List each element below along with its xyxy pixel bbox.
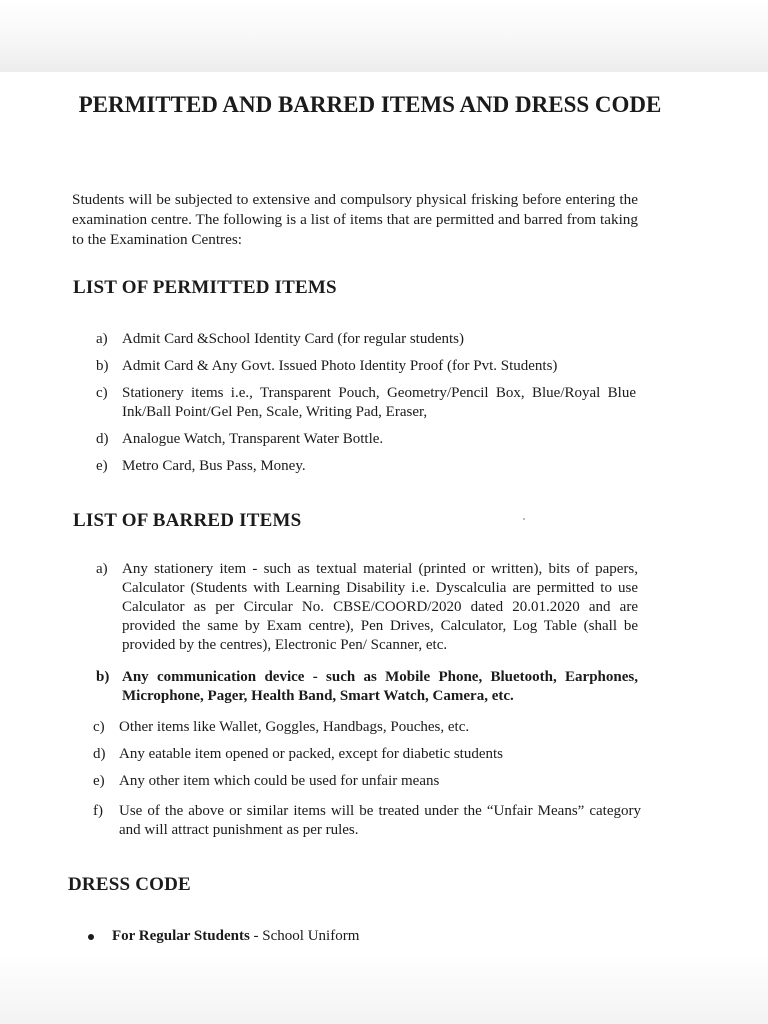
barred-item xyxy=(93,718,593,737)
intro-paragraph: Students will be subjected to extensive and compulsory physical frisking before entering the examination centre. The following is a list of items that are permitted and barred from taking to the Examination Centres: xyxy=(72,191,638,248)
list-marker: f) xyxy=(93,803,103,819)
barred-item xyxy=(93,772,593,791)
barred-item xyxy=(93,745,593,764)
scan-speck xyxy=(523,518,525,520)
barred-item xyxy=(96,560,638,655)
list-marker: c) xyxy=(93,719,105,735)
list-marker: b) xyxy=(96,669,110,685)
permitted-item xyxy=(96,430,596,449)
list-marker: a) xyxy=(96,331,108,347)
dress-code-label: For Regular Students xyxy=(112,928,250,944)
list-item-text: Any communication device - such as Mobile Phone, Bluetooth, Earphones, Microphone, Pager, Health Band, Smart Watch, Camera, etc. xyxy=(122,669,638,704)
list-item-text: Other items like Wallet, Goggles, Handbags, Pouches, etc. xyxy=(119,719,470,735)
document-page xyxy=(0,72,768,962)
barred-item xyxy=(93,802,641,840)
list-marker: b) xyxy=(96,358,109,374)
list-item-text: Analogue Watch, Transparent Water Bottle. xyxy=(122,431,384,447)
bullet-icon xyxy=(88,934,94,940)
scan-bottom-margin xyxy=(0,954,768,1024)
scan-top-margin xyxy=(0,0,768,72)
list-item-text: Admit Card & Any Govt. Issued Photo Identity Proof (for Pvt. Students) xyxy=(122,358,558,374)
dress-code-heading: DRESS CODE xyxy=(68,874,191,895)
permitted-heading: LIST OF PERMITTED ITEMS xyxy=(73,277,337,298)
barred-item xyxy=(96,668,638,706)
list-marker: e) xyxy=(93,773,105,789)
permitted-item xyxy=(96,457,596,476)
list-marker: d) xyxy=(96,431,109,447)
list-item-text: Any eatable item opened or packed, except for diabetic students xyxy=(119,746,504,762)
list-marker: c) xyxy=(96,385,108,401)
list-item-text: Any stationery item - such as textual material (printed or written), bits of papers, Calculator (Students with Learning Disability i.e. Dyscalculia are permitted to use Calculator as per Circular No. CBSE/COORD/2020 dated 20.01.2020 and are provided the same by Exam centre), Pen Drives, Calculator, Log Table (shall be provided by the centres), Electronic Pen/ Scanner, etc. xyxy=(122,561,638,653)
permitted-item xyxy=(96,384,636,422)
list-item-text: Metro Card, Bus Pass, Money. xyxy=(122,458,306,474)
dress-code-item xyxy=(88,928,359,945)
document-title: PERMITTED AND BARRED ITEMS AND DRESS CODE xyxy=(78,92,662,117)
list-item-text: Use of the above or similar items will be treated under the “Unfair Means” category and will attract punishment as per rules. xyxy=(119,803,641,838)
list-marker: a) xyxy=(96,561,108,577)
barred-heading: LIST OF BARRED ITEMS xyxy=(73,510,302,531)
list-item-text: Stationery items i.e., Transparent Pouch, Geometry/Pencil Box, Blue/Royal Blue Ink/Ball Point/Gel Pen, Scale, Writing Pad, Eraser, xyxy=(122,385,636,420)
list-marker: d) xyxy=(93,746,106,762)
list-item-text: Admit Card &School Identity Card (for regular students) xyxy=(122,331,465,347)
list-marker: e) xyxy=(96,458,108,474)
permitted-item xyxy=(96,357,596,376)
permitted-item xyxy=(96,330,596,349)
dress-code-text: - School Uniform xyxy=(249,928,360,944)
list-item-text: Any other item which could be used for unfair means xyxy=(119,773,440,789)
